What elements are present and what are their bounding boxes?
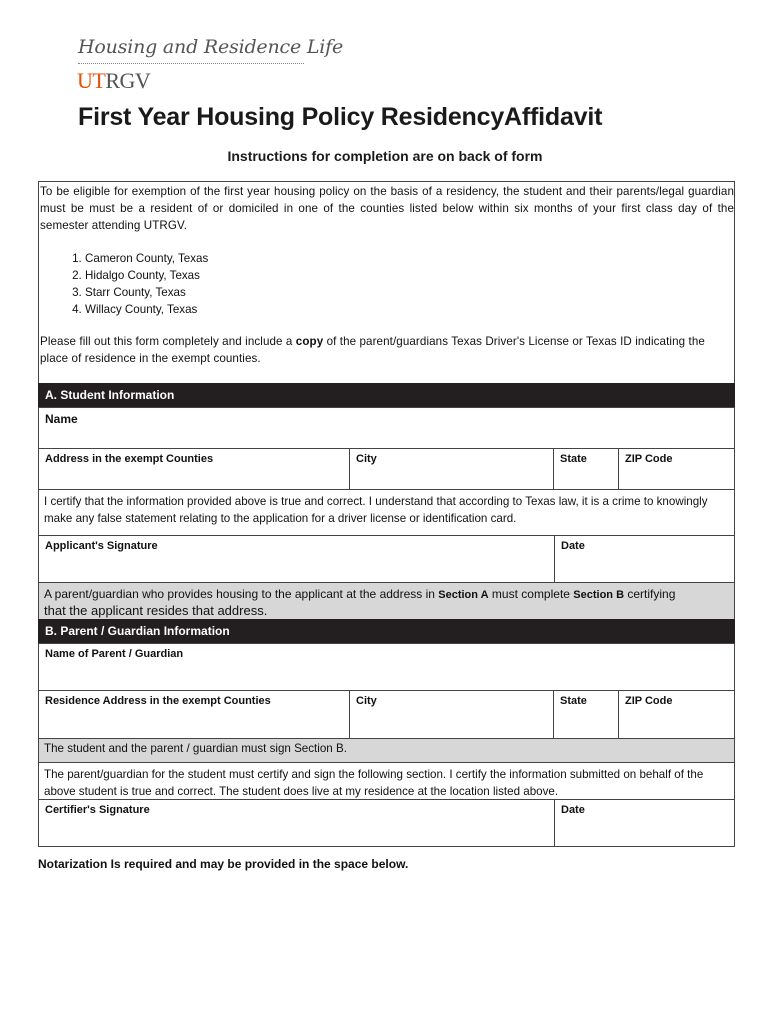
- page-title: First Year Housing Policy ResidencyAffidavit: [78, 103, 603, 131]
- county-item: 1. Cameron County, Texas: [85, 250, 208, 267]
- certifier-signature-label: Certifier's Signature: [45, 804, 150, 816]
- certifier-signature-field[interactable]: [38, 799, 555, 847]
- parent-address-label: Residence Address in the exempt Counties: [45, 695, 271, 707]
- intro-box: [38, 181, 735, 383]
- parent-name-field[interactable]: [38, 643, 735, 691]
- certifier-date-label: Date: [561, 804, 585, 816]
- student-address-field[interactable]: [38, 448, 350, 490]
- student-name-label: Name: [45, 412, 78, 426]
- parent-note-text-3: certifying: [624, 587, 676, 601]
- eligibility-paragraph: To be eligible for exemption of the first year housing policy on the basis of a residency, the student and their parents/legal guardian must be must be a resident of or domiciled in one of the counties listed below within six months of your first class day of the semester attending UTRGV.: [40, 185, 734, 232]
- student-state-field[interactable]: [553, 448, 619, 490]
- applicant-signature-field[interactable]: [38, 535, 555, 583]
- applicant-signature-label: Applicant's Signature: [45, 540, 158, 552]
- section-b-heading: B. Parent / Guardian Information: [38, 619, 735, 644]
- logo-ut: UT: [77, 68, 106, 93]
- parent-zip-label: ZIP Code: [625, 695, 673, 707]
- county-list: [63, 250, 208, 318]
- parent-state-label: State: [560, 695, 587, 707]
- utrgv-logo: [77, 68, 150, 94]
- section-a-reference: Section A: [438, 589, 489, 601]
- logo-divider: [78, 63, 304, 64]
- page-subtitle: Instructions for completion are on back of form: [227, 148, 543, 164]
- county-item: 4. Willacy County, Texas: [85, 301, 208, 318]
- applicant-date-field[interactable]: [554, 535, 735, 583]
- student-city-field[interactable]: [349, 448, 554, 490]
- parent-note-line2: that the applicant resides that address.: [44, 603, 268, 618]
- parent-certification-text: The parent/guardian for the student must certify and sign the following section. I certify the information submitted on behalf of the above student is true and correct. The student does live at my residence at the location listed above.: [38, 762, 735, 800]
- student-city-label: City: [356, 453, 377, 465]
- parent-zip-field[interactable]: [618, 690, 735, 739]
- parent-state-field[interactable]: [553, 690, 619, 739]
- student-zip-field[interactable]: [618, 448, 735, 490]
- department-name: Housing and Residence Life: [78, 36, 343, 58]
- instructions-paragraph: [40, 333, 734, 367]
- notarization-note: Notarization Is required and may be provided in the space below.: [38, 857, 409, 871]
- logo-rgv: RGV: [105, 68, 151, 93]
- parent-name-label: Name of Parent / Guardian: [45, 648, 184, 660]
- certifier-date-field[interactable]: [554, 799, 735, 847]
- parent-address-field[interactable]: [38, 690, 350, 739]
- student-address-label: Address in the exempt Counties: [45, 453, 214, 465]
- parent-city-label: City: [356, 695, 377, 707]
- parent-note-text: A parent/guardian who provides housing to the applicant at the address in: [44, 587, 439, 601]
- student-name-field[interactable]: [38, 407, 735, 449]
- section-a-heading: A. Student Information: [38, 383, 735, 408]
- student-zip-label: ZIP Code: [625, 453, 673, 465]
- applicant-date-label: Date: [561, 540, 585, 552]
- student-certification-text: I certify that the information provided above is true and correct. I understand that according to Texas law, it is a crime to knowingly make any false statement relating to the application for a driver license or identification card.: [38, 489, 735, 536]
- parent-guardian-note: [38, 582, 735, 620]
- parent-note-text-2: must complete: [488, 587, 574, 601]
- instructions-text-end: of the parent/guardians Texas Driver's License or Texas ID indicating the place of residence in the exempt counties.: [40, 335, 705, 365]
- instructions-text: Please fill out this form completely and include a: [40, 335, 296, 348]
- instructions-copy-emphasis: copy: [295, 335, 324, 348]
- section-b-reference: Section B: [573, 589, 625, 601]
- county-item: 2. Hidalgo County, Texas: [85, 267, 208, 284]
- parent-city-field[interactable]: [349, 690, 554, 739]
- student-state-label: State: [560, 453, 587, 465]
- county-item: 3. Starr County, Texas: [85, 284, 208, 301]
- signing-note: The student and the parent / guardian must sign Section B.: [38, 738, 735, 763]
